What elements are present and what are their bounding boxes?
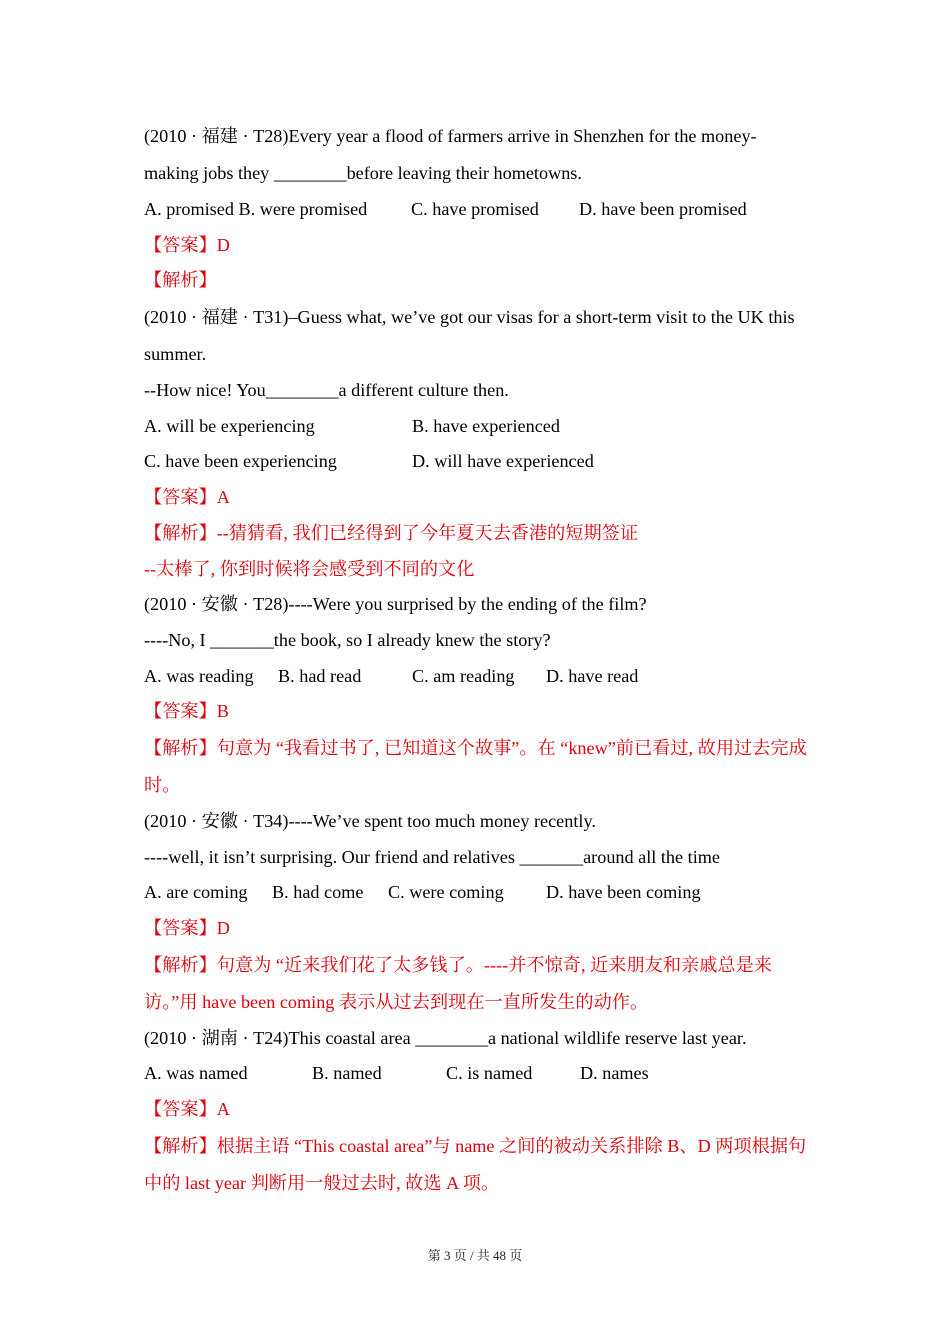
option: D. will have experienced (412, 451, 594, 472)
answer: 【答案】D (144, 234, 230, 255)
option: C. have promised (411, 199, 539, 219)
question-stem: (2010 · 湖南 · T24)This coastal area ________a national wildlife reserve last year. (144, 1027, 747, 1048)
option: C. have been experiencing (144, 451, 337, 472)
options-row (144, 1056, 810, 1092)
options-row (144, 444, 810, 480)
page-footer: 第 3 页 / 共 48 页 (427, 1248, 523, 1263)
answer: 【答案】D (144, 918, 230, 938)
option: D. have been promised (579, 199, 747, 219)
option: B. had read (278, 665, 362, 686)
options-row (144, 875, 810, 911)
option: B. named (312, 1063, 382, 1084)
question-stem: (2010 · 福建 · T31)–Guess what, we’ve got our visas for a short-term visit to the UK this summer. (144, 307, 795, 365)
option: A. are coming (144, 882, 248, 903)
answer: 【答案】A (144, 487, 230, 508)
question-stem-2: ----well, it isn’t surprising. Our friend and relatives _______around all the time (144, 846, 720, 867)
content (144, 118, 810, 1202)
option: A. promised B. were promised (144, 199, 368, 219)
options-row (144, 409, 810, 445)
options-row (144, 192, 810, 228)
option: B. had come (272, 882, 364, 903)
options-row (144, 659, 810, 695)
option: D. have been coming (546, 882, 701, 903)
option: A. was reading (144, 665, 254, 686)
option: D. names (580, 1063, 649, 1084)
answer: 【答案】A (144, 1099, 230, 1120)
analysis-2: --太棒了, 你到时候将会感受到不同的文化 (144, 558, 475, 579)
analysis: 【解析】根据主语 “This coastal area”与 name 之间的被动关系排除 B、D 两项根据句中的 last year 判断用一般过去时, 故选 A 项。 (144, 1135, 807, 1193)
analysis: 【解析】句意为 “我看过书了, 已知道这个故事”。在 “knew”前已看过, 故用过去完成时。 (144, 737, 807, 795)
question-stem-2: ----No, I _______the book, so I already knew the story? (144, 629, 551, 650)
option: C. were coming (388, 882, 504, 903)
question-stem: (2010 · 福建 · T28)Every year a flood of farmers arrive in Shenzhen for the money-making jobs they ________before leaving their hometowns. (144, 126, 757, 183)
option: B. have experienced (412, 415, 560, 436)
option: C. is named (446, 1063, 533, 1084)
option: D. have read (546, 665, 639, 686)
analysis: 【解析】 (144, 270, 217, 291)
analysis: 【解析】句意为 “近来我们花了太多钱了。----并不惊奇, 近来朋友和亲戚总是来访。”用 have been coming 表示从过去到现在一直所发生的动作。 (144, 954, 772, 1012)
option: A. was named (144, 1063, 248, 1084)
question-stem: (2010 · 安徽 · T34)----We’ve spent too much money recently. (144, 810, 596, 831)
analysis: 【解析】--猜猜看, 我们已经得到了今年夏天去香港的短期签证 (144, 522, 639, 543)
question-stem-2: --How nice! You________a different culture then. (144, 380, 509, 401)
option: C. am reading (412, 665, 515, 686)
answer: 【答案】B (144, 701, 229, 722)
option: A. will be experiencing (144, 415, 315, 436)
question-stem: (2010 · 安徽 · T28)----Were you surprised by the ending of the film? (144, 594, 647, 615)
